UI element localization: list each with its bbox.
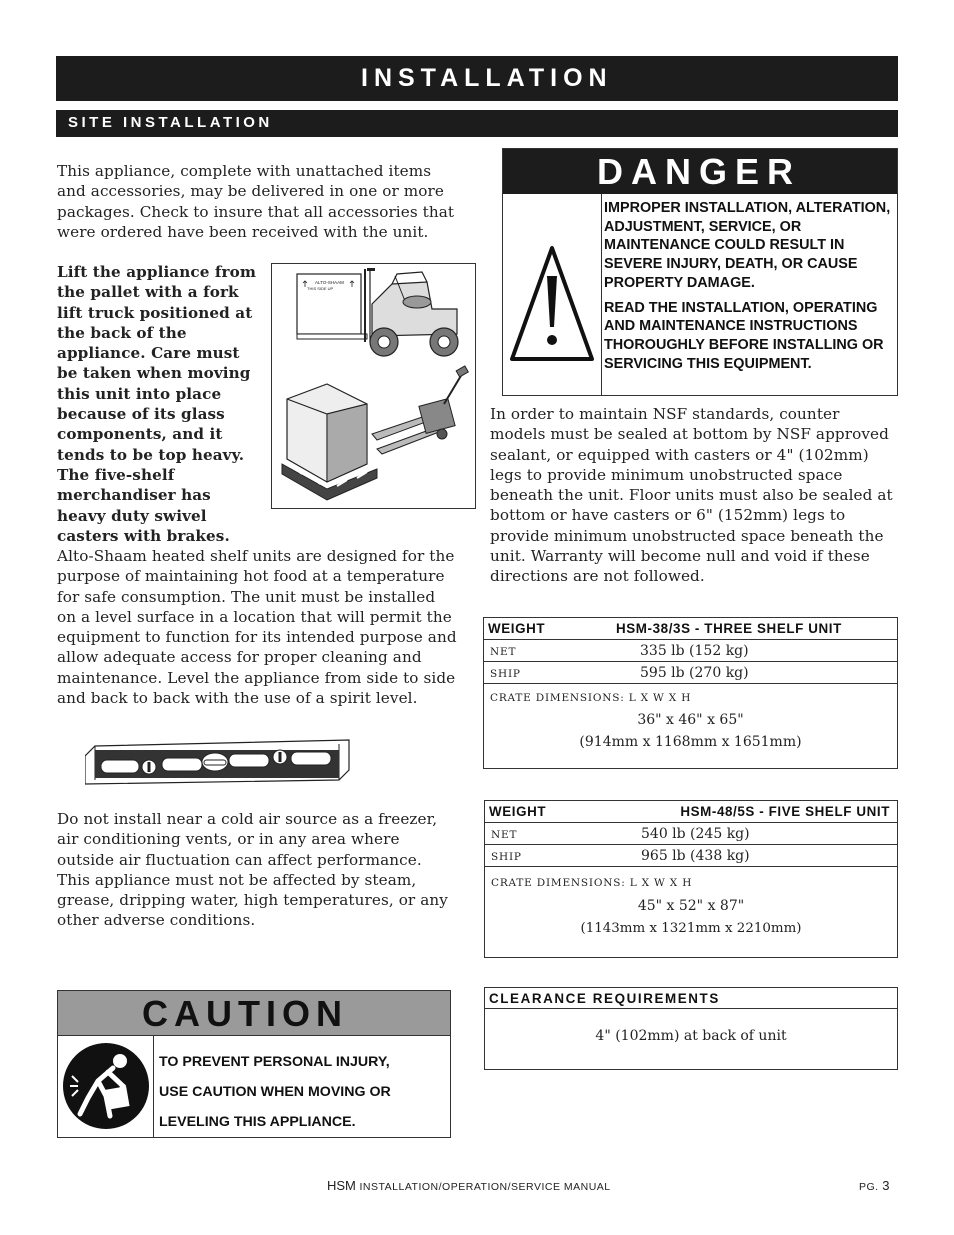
lift-instructions: Lift the appliance from the pallet with a fork lift truck positioned at the back of the appliance. Care must be taken when moving this unit into place because of its glass components, and it tends to be top heavy. The five-shelf merchandiser has heavy duty swivel casters with brakes. [57, 263, 257, 545]
clearance-title: CLEARANCE REQUIREMENTS [485, 988, 897, 1009]
caution-text-line3: LEVELING THIS APPLIANCE. [159, 1114, 356, 1130]
crate-dimensions-inches: 45" x 52" x 87" [637, 898, 745, 914]
caution-text-line1: TO PREVENT PERSONAL INJURY, [159, 1054, 390, 1070]
crate-dimensions-mm: (1143mm x 1321mm x 2210mm) [580, 921, 802, 936]
crate-dimensions-inches: 36" x 46" x 65" [637, 712, 744, 728]
net-label: NET [490, 646, 517, 658]
lifting-injury-icon [58, 1036, 154, 1137]
ship-label: SHIP [491, 851, 522, 863]
weight-table-three-shelf [483, 617, 898, 769]
footer-document-title [327, 1178, 611, 1193]
crate-logo: ALTO-SHAAM [315, 280, 344, 285]
danger-title: DANGER [503, 149, 897, 194]
ship-weight: 595 lb (270 kg) [640, 665, 749, 681]
crate-dimensions-mm: (914mm x 1168mm x 1651mm) [579, 734, 802, 750]
clearance-value: 4" (102mm) at back of unit [595, 1028, 787, 1044]
weight-table-five-shelf [484, 800, 898, 958]
page-number: 3 [882, 1178, 890, 1193]
clearance-requirements-table [484, 987, 898, 1070]
danger-notice [502, 148, 898, 396]
nsf-paragraph: In order to maintain NSF standards, counter models must be sealed at bottom by NSF approved sealant, or equipped with casters or 4" (102mm) legs to provide minimum unobstructed space beneath the unit. Floor units must also be sealed at bottom or have casters or 6" (152mm) legs to provide minimum unobstructed space beneath the unit. Warranty will become null and void if these directions are not followed. [490, 405, 893, 586]
crate-label: THIS SIDE UP [307, 286, 334, 291]
subsection-title: SITE INSTALLATION [56, 110, 898, 137]
model-name: HSM-38/3S - THREE SHELF UNIT [616, 621, 842, 636]
crate-dimensions-label: CRATE DIMENSIONS: L X W X H [491, 877, 693, 889]
heated-shelf-paragraph: Alto-Shaam heated shelf units are designed for the purpose of maintaining hot food at a temperature for safe consumption. The unit must be installed on a level surface in a location that will permit the equipment to function for its intended purpose and allow adequate access for proper cleaning and maintenance. Level the appliance from side to side and back to back with the use of a spirit level. [57, 547, 457, 708]
crate-dimensions-label: CRATE DIMENSIONS: L X W X H [490, 692, 692, 704]
weight-label: WEIGHT [488, 621, 546, 636]
footer-doc-title: INSTALLATION/OPERATION/SERVICE MANUAL [359, 1181, 611, 1193]
danger-warning-text: IMPROPER INSTALLATION, ALTERATION, ADJUSTMENT, SERVICE, OR MAINTENANCE COULD RESULT IN SEVERE INJURY, DEATH, OR CAUSE PROPERTY DAMAGE. [604, 200, 891, 291]
footer-page-number [859, 1178, 889, 1193]
net-label: NET [491, 829, 518, 841]
forklift-illustration [271, 263, 476, 509]
caution-text-line2: USE CAUTION WHEN MOVING OR [159, 1084, 391, 1100]
spirit-level-illustration [85, 738, 350, 792]
caution-title: CAUTION [58, 991, 450, 1036]
net-weight: 540 lb (245 kg) [641, 826, 750, 842]
intro-paragraph: This appliance, complete with unattached items and accessories, may be delivered in one or more packages. Check to insure that all accessories that were ordered have been received with the unit. [57, 162, 455, 241]
model-name: HSM-48/5S - FIVE SHELF UNIT [680, 804, 890, 819]
footer-page-prefix: PG. [859, 1181, 879, 1193]
section-title: INSTALLATION [56, 56, 898, 101]
cold-air-paragraph: Do not install near a cold air source as a freezer, air conditioning vents, or in any area where outside air fluctuation can affect performance. This appliance must not be affected by steam, grease, dripping water, high temperatures, or any other adverse conditions. [57, 810, 448, 930]
footer-doc-prefix: HSM [327, 1178, 356, 1193]
ship-weight: 965 lb (438 kg) [641, 848, 750, 864]
weight-label: WEIGHT [489, 804, 547, 819]
ship-label: SHIP [490, 668, 521, 680]
danger-instruction-text: READ THE INSTALLATION, OPERATING AND MAINTENANCE INSTRUCTIONS THOROUGHLY BEFORE INSTALLING OR SERVICING THIS EQUIPMENT. [604, 299, 884, 372]
warning-triangle-icon [503, 194, 602, 396]
caution-notice [57, 990, 451, 1138]
net-weight: 335 lb (152 kg) [640, 643, 749, 659]
